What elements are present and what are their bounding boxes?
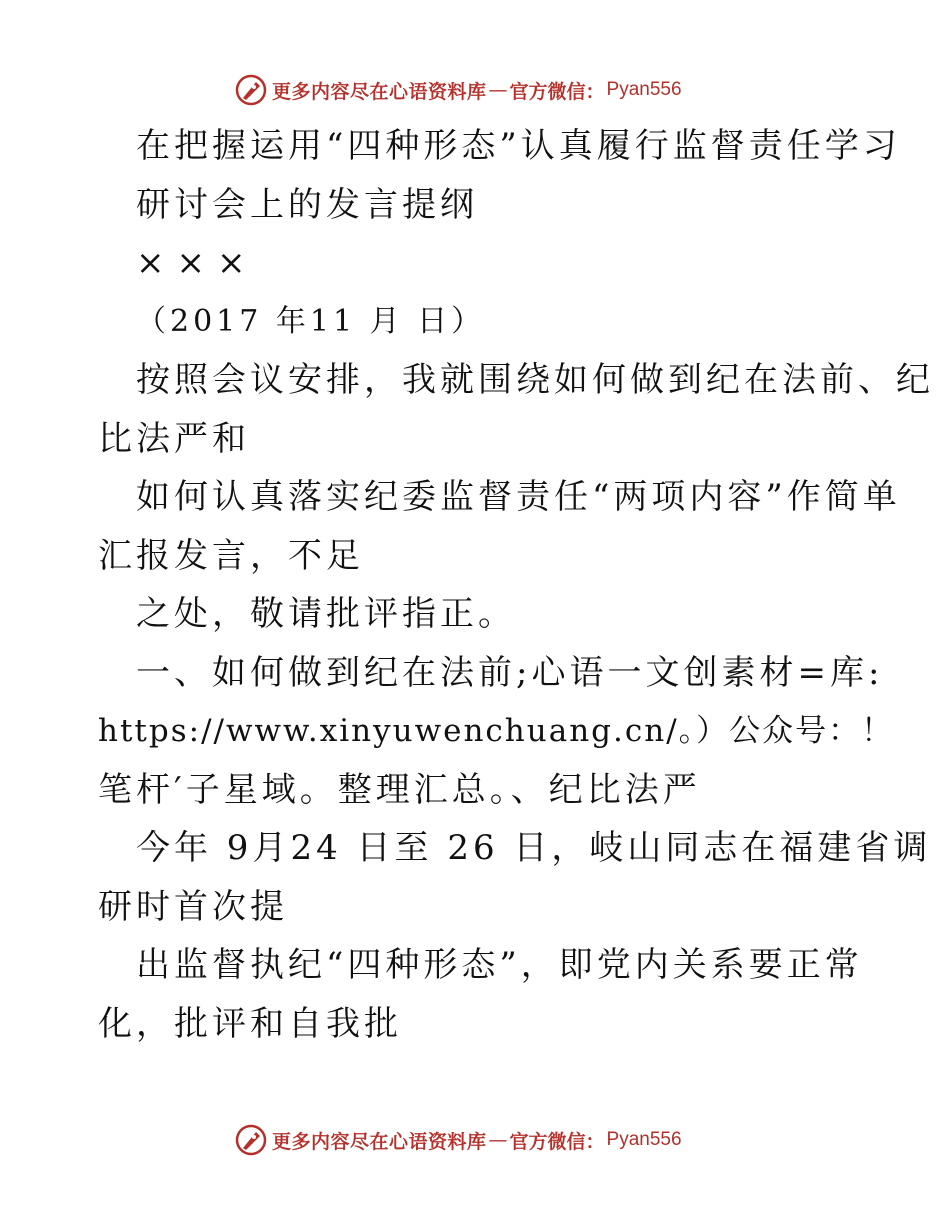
document-author: ××× (136, 243, 258, 283)
body-line-10: 研时首次提 (98, 887, 288, 927)
body-line-4: 汇报发言，不足 (98, 536, 364, 576)
body-line-5: 之处，敬请批评指正。 (136, 594, 516, 634)
watermark-separator: — (488, 1129, 508, 1151)
body-line-2: 比法严和 (98, 419, 250, 459)
document-title-line-2: 研讨会上的发言提纲 (136, 185, 478, 225)
body-line-12: 化，批评和自我批 (98, 1004, 402, 1044)
watermark-banner-bottom (234, 1123, 682, 1157)
body-line-1: 按照会议安排，我就围绕如何做到纪在法前、纪 (136, 360, 934, 400)
body-line-7-url: https://www.xinyuwenchuang.cn/。）公众号：！ (98, 713, 895, 749)
document-title-line-1: 在把握运用“四种形态”认真履行监督责任学习 (136, 126, 901, 166)
pen-nib-logo-icon (234, 73, 268, 107)
body-line-9: 今年 9月24 日至 26 日，岐山同志在福建省调 (136, 828, 932, 868)
watermark-separator: — (488, 79, 508, 101)
watermark-text: 更多内容尽在心语资料库 (272, 80, 487, 103)
watermark-banner-top (234, 73, 682, 107)
watermark-wechat-label: 官方微信： (509, 80, 605, 103)
body-line-6: 一、如何做到纪在法前;心语一文创素材=库: (136, 653, 884, 693)
pen-nib-logo-icon (234, 1123, 268, 1157)
watermark-text: 更多内容尽在心语资料库 (272, 1130, 487, 1153)
body-line-8: 笔杆′子星域。整理汇总。、纪比法严 (98, 770, 701, 810)
document-date: （2017 年11 月 日） (136, 304, 486, 339)
watermark-wechat-id: Pyan556 (606, 79, 682, 100)
watermark-wechat-label: 官方微信： (509, 1130, 605, 1153)
body-line-11: 出监督执纪“四种形态”，即党内关系要正常 (136, 945, 863, 985)
watermark-wechat-id: Pyan556 (606, 1129, 682, 1150)
body-line-3: 如何认真落实纪委监督责任“两项内容”作简单 (136, 477, 901, 517)
